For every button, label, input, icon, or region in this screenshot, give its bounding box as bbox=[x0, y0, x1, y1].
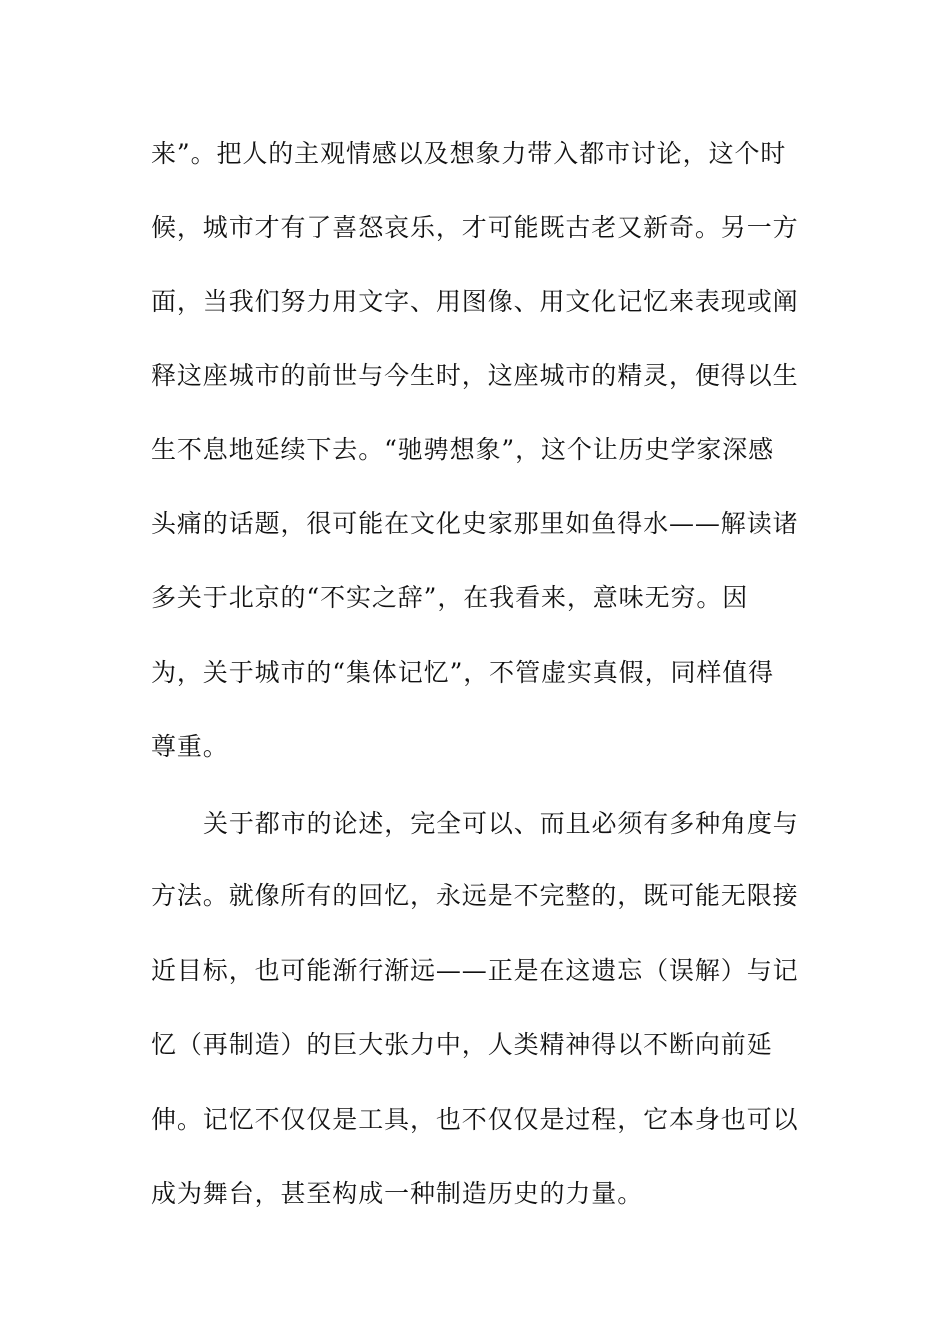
text-line: 为，关于城市的“集体记忆”，不管虚实真假，同样值得 bbox=[151, 658, 775, 687]
text-line: 近目标，也可能渐行渐远——正是在这遗忘（误解）与记 bbox=[151, 956, 799, 985]
text-line: 方法。就像所有的回忆，永远是不完整的，既可能无限接 bbox=[151, 881, 799, 910]
text-line: 释这座城市的前世与今生时，这座城市的精灵，便得以生 bbox=[151, 361, 799, 390]
text-line: 忆（再制造）的巨大张力中，人类精神得以不断向前延 bbox=[151, 1030, 773, 1059]
text-line: 来”。把人的主观情感以及想象力带入都市讨论，这个时 bbox=[151, 139, 787, 168]
text-line: 候，城市才有了喜怒哀乐，才可能既古老又新奇。另一方 bbox=[151, 213, 799, 242]
text-line: 面，当我们努力用文字、用图像、用文化记忆来表现或阐 bbox=[151, 287, 799, 316]
text-line: 伸。记忆不仅仅是工具，也不仅仅是过程，它本身也可以 bbox=[151, 1105, 799, 1134]
paragraph-first-line: 关于都市的论述，完全可以、而且必须有多种角度与 bbox=[203, 809, 799, 838]
text-line: 尊重。 bbox=[151, 732, 229, 761]
text-line: 头痛的话题，很可能在文化史家那里如鱼得水——解读诸 bbox=[151, 509, 799, 538]
text-line: 多关于北京的“不实之辞”，在我看来，意味无穷。因 bbox=[151, 583, 749, 612]
text-line: 成为舞台，甚至构成一种制造历史的力量。 bbox=[151, 1179, 644, 1208]
text-line: 生不息地延续下去。“驰骋想象”，这个让历史学家深感 bbox=[151, 435, 775, 464]
